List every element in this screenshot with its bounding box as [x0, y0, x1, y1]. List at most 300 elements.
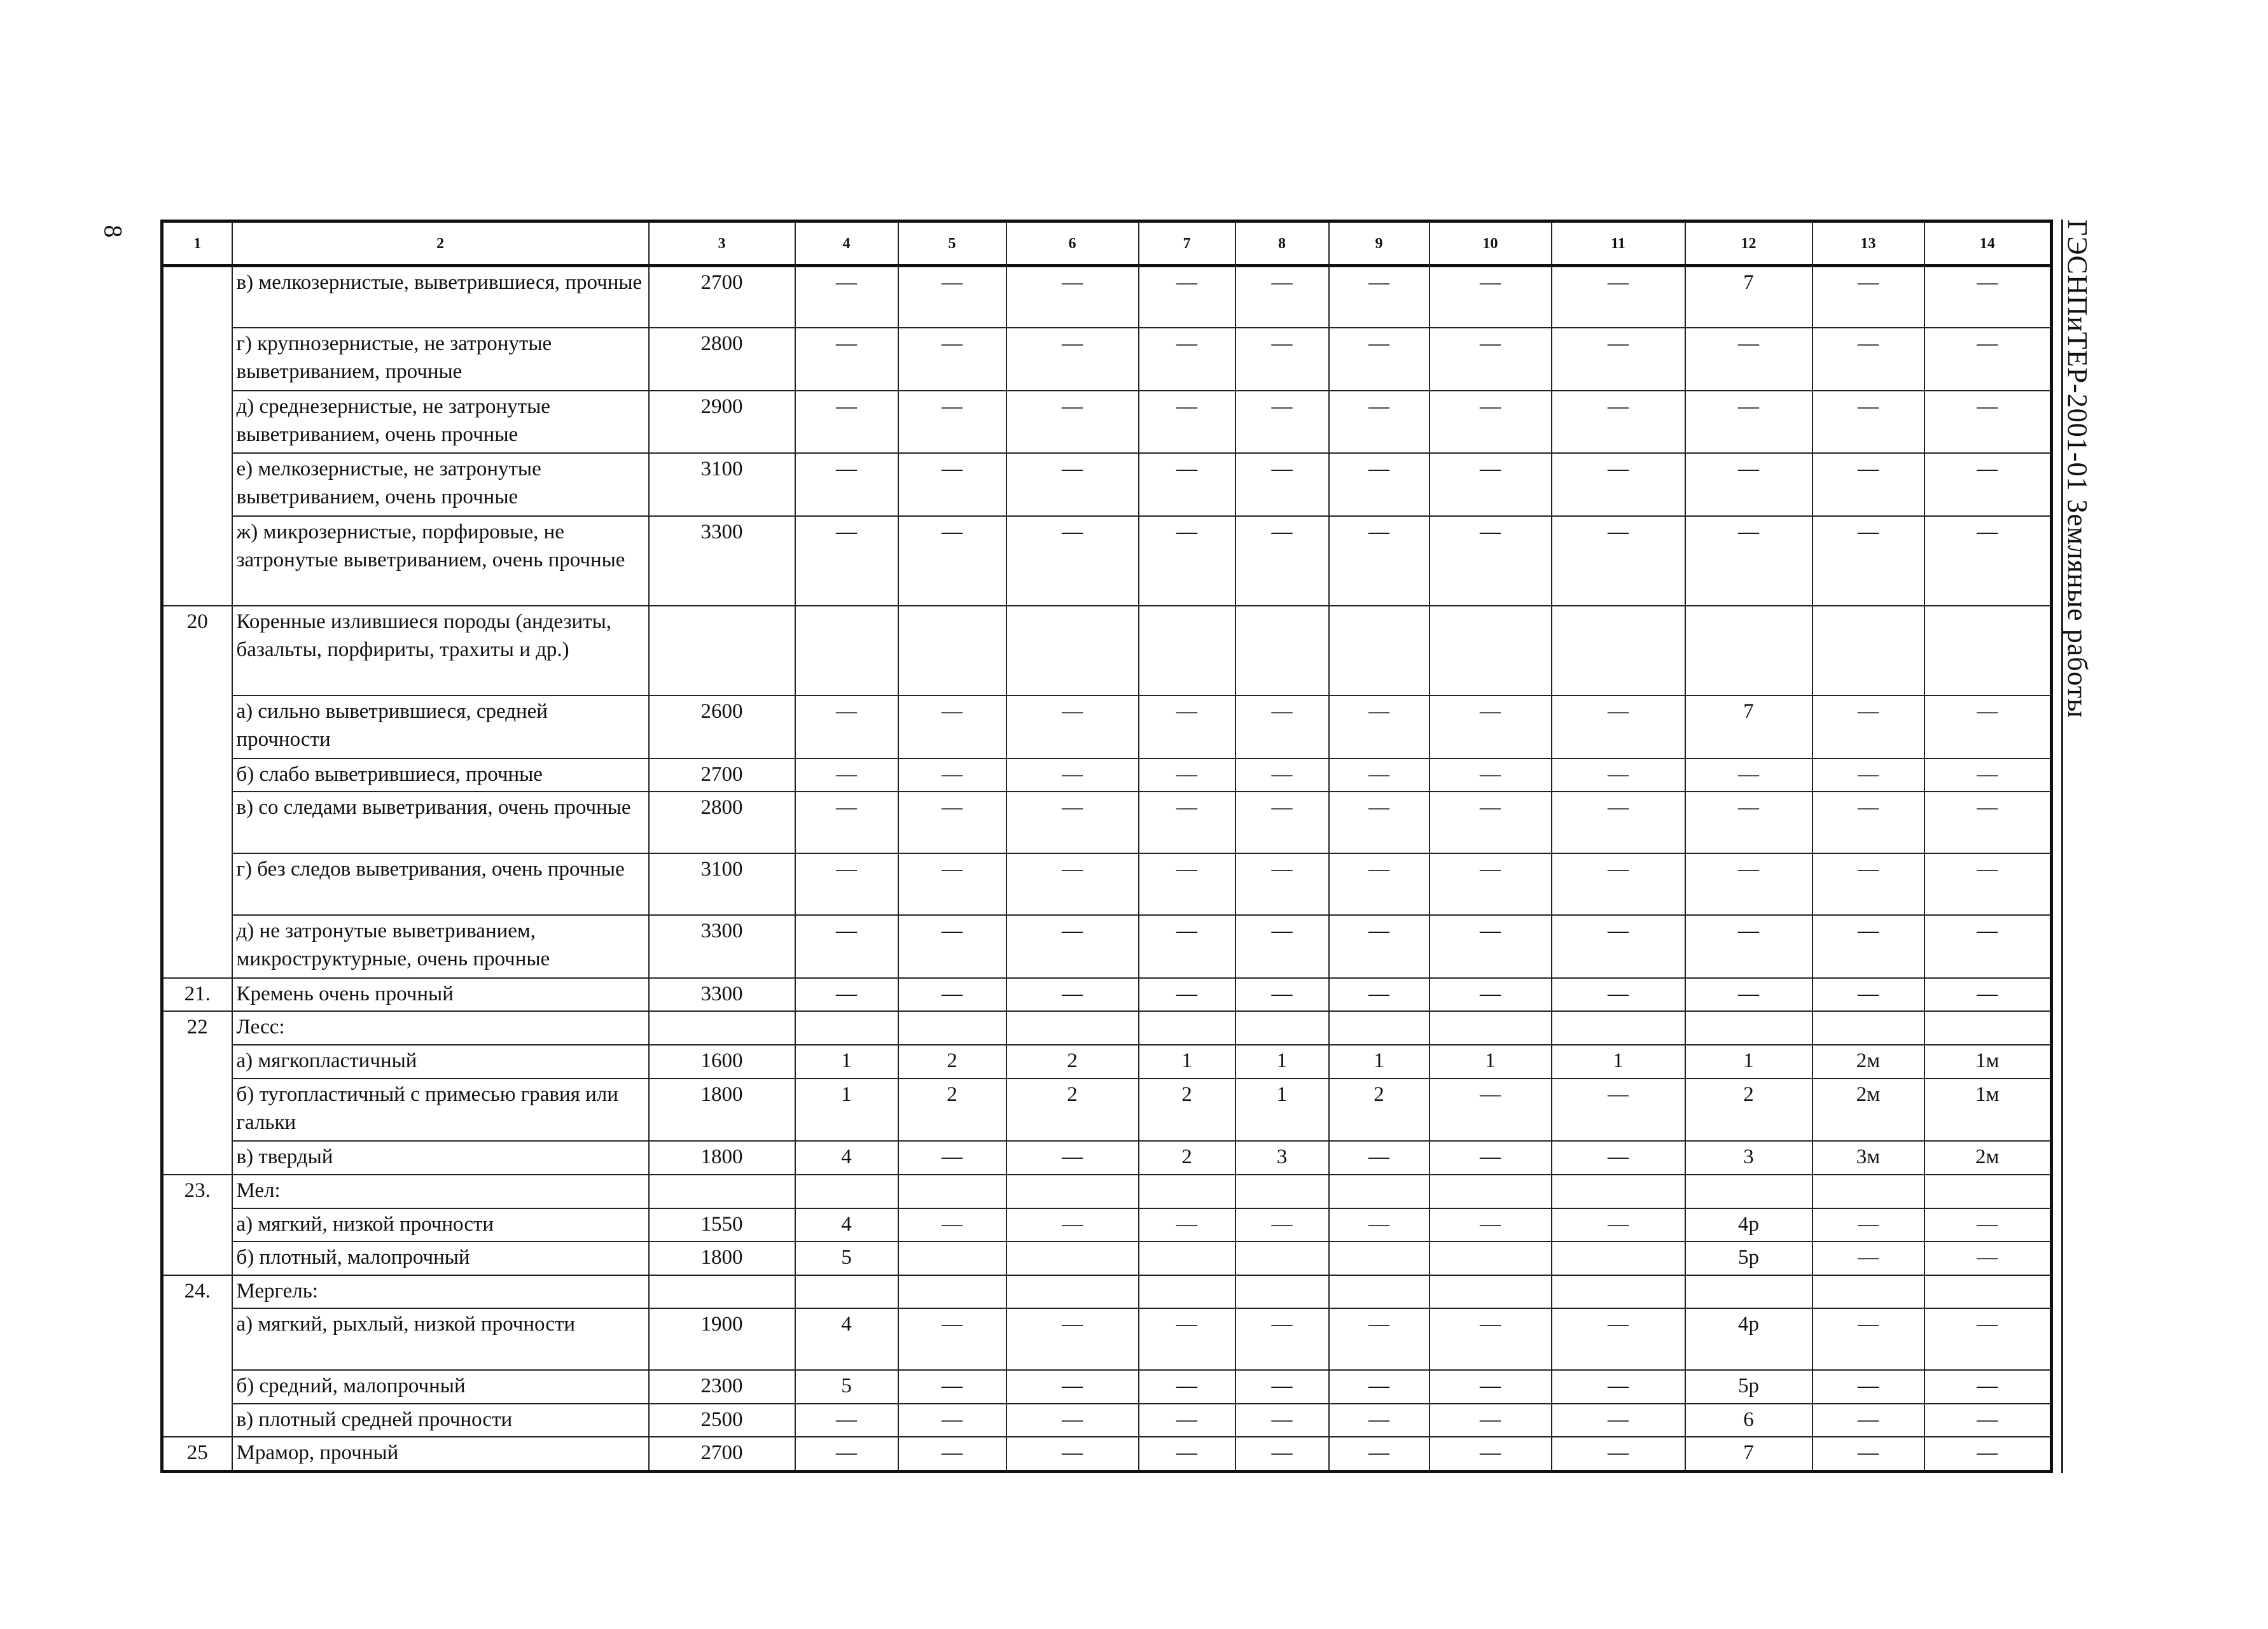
- page-number: 8: [99, 225, 128, 238]
- table-row: [162, 759, 2052, 792]
- item-number: 21.: [162, 978, 232, 1012]
- group-value: —: [1685, 853, 1812, 915]
- table-row: [162, 516, 2052, 606]
- group-value: —: [795, 516, 898, 606]
- group-value: [1235, 1275, 1329, 1309]
- group-value: —: [1329, 266, 1430, 328]
- group-value: 2м: [1812, 1079, 1924, 1142]
- group-value: —: [1139, 1208, 1235, 1242]
- group-value: —: [1685, 453, 1812, 516]
- group-value: —: [1812, 266, 1924, 328]
- group-value: —: [898, 1404, 1006, 1437]
- group-value: —: [1924, 978, 2052, 1012]
- group-value: 2: [1139, 1079, 1235, 1142]
- density-value: 2900: [649, 391, 795, 454]
- group-value: —: [1552, 853, 1685, 915]
- group-value: 4р: [1685, 1308, 1812, 1370]
- group-value: —: [1006, 328, 1139, 391]
- group-value: [1329, 1175, 1430, 1208]
- group-value: —: [1430, 915, 1552, 978]
- group-value: —: [1812, 792, 1924, 853]
- group-value: 4: [795, 1141, 898, 1175]
- group-value: [795, 1275, 898, 1309]
- table-row: [162, 915, 2052, 978]
- group-value: —: [1329, 759, 1430, 792]
- soil-description: в) мелкозернистые, выветрившиеся, прочные: [232, 266, 649, 328]
- soil-description: д) не затронутые выветриванием, микроструктурные, очень прочные: [232, 915, 649, 978]
- group-value: —: [1235, 266, 1329, 328]
- group-value: —: [1924, 696, 2052, 759]
- table-row: [162, 391, 2052, 454]
- table-row: [162, 266, 2052, 328]
- column-header: 4: [795, 221, 898, 266]
- soil-description: б) слабо выветрившиеся, прочные: [232, 759, 649, 792]
- group-value: [1552, 1175, 1685, 1208]
- group-value: —: [1329, 1437, 1430, 1471]
- group-value: —: [1430, 453, 1552, 516]
- group-value: —: [1235, 516, 1329, 606]
- group-value: —: [898, 1308, 1006, 1370]
- group-value: —: [1139, 759, 1235, 792]
- group-value: —: [1552, 1308, 1685, 1370]
- group-value: [1924, 606, 2052, 696]
- column-header: 5: [898, 221, 1006, 266]
- soil-description: б) средний, малопрочный: [232, 1370, 649, 1404]
- soil-description: в) плотный средней прочности: [232, 1404, 649, 1437]
- group-value: —: [1235, 853, 1329, 915]
- density-value: 2700: [649, 266, 795, 328]
- group-value: —: [1006, 453, 1139, 516]
- group-value: —: [1685, 759, 1812, 792]
- group-value: 1: [795, 1045, 898, 1079]
- table-row: [162, 1045, 2052, 1079]
- item-number: 20: [162, 606, 232, 978]
- group-value: —: [1006, 1370, 1139, 1404]
- table-row: [162, 978, 2052, 1012]
- group-value: [898, 1175, 1006, 1208]
- group-value: —: [898, 978, 1006, 1012]
- group-value: —: [1430, 1308, 1552, 1370]
- group-value: —: [1329, 696, 1430, 759]
- table-row: [162, 1241, 2052, 1275]
- group-value: [898, 1241, 1006, 1275]
- group-value: [1552, 1275, 1685, 1309]
- group-value: 1: [1235, 1079, 1329, 1142]
- group-value: —: [1552, 453, 1685, 516]
- group-value: 2: [1139, 1141, 1235, 1175]
- group-value: 2: [898, 1045, 1006, 1079]
- soil-description: б) тугопластичный с примесью гравия или гальки: [232, 1079, 649, 1142]
- group-value: —: [1006, 978, 1139, 1012]
- group-value: —: [1430, 1141, 1552, 1175]
- group-value: —: [1006, 915, 1139, 978]
- group-value: —: [1139, 453, 1235, 516]
- table-row: [162, 328, 2052, 391]
- group-value: 2м: [1812, 1045, 1924, 1079]
- group-value: —: [1139, 328, 1235, 391]
- group-value: —: [1430, 1404, 1552, 1437]
- group-value: —: [1552, 792, 1685, 853]
- group-value: [1812, 606, 1924, 696]
- density-value: 1550: [649, 1208, 795, 1242]
- group-value: 2: [898, 1079, 1006, 1142]
- density-value: 2600: [649, 696, 795, 759]
- group-value: —: [1924, 391, 2052, 454]
- group-value: —: [1139, 1370, 1235, 1404]
- group-value: —: [1552, 696, 1685, 759]
- group-value: —: [795, 978, 898, 1012]
- group-value: —: [1552, 1370, 1685, 1404]
- group-value: —: [1685, 978, 1812, 1012]
- group-value: —: [1552, 978, 1685, 1012]
- group-value: —: [1924, 1308, 2052, 1370]
- group-value: —: [1812, 1241, 1924, 1275]
- group-value: [795, 1011, 898, 1045]
- density-value: [649, 1175, 795, 1208]
- group-value: —: [795, 696, 898, 759]
- group-value: [1812, 1175, 1924, 1208]
- group-value: 7: [1685, 696, 1812, 759]
- group-value: —: [1139, 1437, 1235, 1471]
- group-value: [1685, 1011, 1812, 1045]
- group-value: [1552, 1011, 1685, 1045]
- group-value: —: [1329, 978, 1430, 1012]
- density-value: [649, 606, 795, 696]
- group-value: [1139, 1241, 1235, 1275]
- group-value: —: [1329, 853, 1430, 915]
- column-header: 9: [1329, 221, 1430, 266]
- group-value: —: [1552, 391, 1685, 454]
- group-value: —: [1430, 759, 1552, 792]
- group-value: —: [1924, 915, 2052, 978]
- group-value: —: [795, 853, 898, 915]
- group-value: —: [1329, 1141, 1430, 1175]
- group-value: —: [898, 453, 1006, 516]
- group-value: —: [795, 266, 898, 328]
- group-value: —: [1812, 453, 1924, 516]
- group-value: —: [1235, 1437, 1329, 1471]
- table-row: [162, 792, 2052, 853]
- density-value: 2800: [649, 328, 795, 391]
- group-value: —: [1235, 759, 1329, 792]
- density-value: 3300: [649, 915, 795, 978]
- group-value: —: [1139, 853, 1235, 915]
- group-value: —: [1006, 516, 1139, 606]
- group-value: —: [898, 516, 1006, 606]
- group-value: —: [1685, 792, 1812, 853]
- table-row: [162, 1308, 2052, 1370]
- soil-description: д) среднезернистые, не затронутые выветриванием, очень прочные: [232, 391, 649, 454]
- table-header-row: [162, 221, 2052, 266]
- group-value: —: [795, 391, 898, 454]
- soil-description: Кремень очень прочный: [232, 978, 649, 1012]
- group-value: 4: [795, 1308, 898, 1370]
- group-value: —: [1139, 1404, 1235, 1437]
- group-value: 4: [795, 1208, 898, 1242]
- group-value: [1139, 1011, 1235, 1045]
- group-value: —: [1430, 1437, 1552, 1471]
- group-value: —: [1552, 266, 1685, 328]
- group-value: [1329, 1241, 1430, 1275]
- group-value: —: [1812, 391, 1924, 454]
- group-value: [1006, 1275, 1139, 1309]
- group-value: [1685, 1275, 1812, 1309]
- group-value: 5р: [1685, 1241, 1812, 1275]
- soil-description: Мергель:: [232, 1275, 649, 1309]
- group-value: [795, 1175, 898, 1208]
- group-value: —: [1812, 1404, 1924, 1437]
- group-value: [795, 606, 898, 696]
- group-value: [1006, 1241, 1139, 1275]
- group-value: [1235, 1011, 1329, 1045]
- group-value: —: [795, 328, 898, 391]
- group-value: —: [1552, 759, 1685, 792]
- group-value: —: [1685, 915, 1812, 978]
- group-value: —: [1329, 1404, 1430, 1437]
- group-value: —: [1924, 759, 2052, 792]
- table-row: [162, 1404, 2052, 1437]
- group-value: —: [1006, 696, 1139, 759]
- group-value: —: [1139, 1308, 1235, 1370]
- group-value: —: [795, 1437, 898, 1471]
- group-value: —: [1329, 453, 1430, 516]
- group-value: —: [795, 915, 898, 978]
- group-value: [1924, 1275, 2052, 1309]
- group-value: 2: [1006, 1045, 1139, 1079]
- group-value: 1: [1139, 1045, 1235, 1079]
- group-value: —: [1552, 915, 1685, 978]
- group-value: [1430, 1175, 1552, 1208]
- group-value: [1430, 1275, 1552, 1309]
- group-value: —: [1006, 391, 1139, 454]
- group-value: —: [1552, 1079, 1685, 1142]
- group-value: —: [898, 391, 1006, 454]
- group-value: [1006, 1011, 1139, 1045]
- soil-description: Мел:: [232, 1175, 649, 1208]
- group-value: —: [1924, 328, 2052, 391]
- density-value: 3100: [649, 453, 795, 516]
- group-value: —: [1329, 1208, 1430, 1242]
- group-value: —: [1924, 1404, 2052, 1437]
- group-value: [1685, 606, 1812, 696]
- group-value: [1329, 1011, 1430, 1045]
- group-value: 7: [1685, 1437, 1812, 1471]
- density-value: 1800: [649, 1241, 795, 1275]
- group-value: —: [898, 759, 1006, 792]
- column-header: 8: [1235, 221, 1329, 266]
- item-number: 23.: [162, 1175, 232, 1275]
- group-value: —: [1924, 516, 2052, 606]
- soil-description: Мрамор, прочный: [232, 1437, 649, 1471]
- table-row: [162, 1208, 2052, 1242]
- table-row: [162, 453, 2052, 516]
- group-value: —: [1139, 516, 1235, 606]
- soil-description: а) сильно выветрившиеся, средней прочности: [232, 696, 649, 759]
- group-value: —: [1552, 1208, 1685, 1242]
- group-value: [1812, 1275, 1924, 1309]
- group-value: [1430, 1011, 1552, 1045]
- group-value: —: [1235, 1208, 1329, 1242]
- group-value: —: [1329, 792, 1430, 853]
- group-value: —: [898, 696, 1006, 759]
- group-value: [1139, 1175, 1235, 1208]
- group-value: —: [898, 1141, 1006, 1175]
- soil-description: а) мягкий, низкой прочности: [232, 1208, 649, 1242]
- group-value: —: [1552, 328, 1685, 391]
- density-value: 2500: [649, 1404, 795, 1437]
- column-header: 10: [1430, 221, 1552, 266]
- group-value: 2: [1006, 1079, 1139, 1142]
- density-value: 1600: [649, 1045, 795, 1079]
- group-value: —: [1329, 516, 1430, 606]
- group-value: [1235, 1241, 1329, 1275]
- column-header: 2: [232, 221, 649, 266]
- group-value: —: [1139, 792, 1235, 853]
- group-value: —: [1329, 1370, 1430, 1404]
- group-value: —: [1812, 759, 1924, 792]
- group-value: [1235, 1175, 1329, 1208]
- table-row: [162, 1437, 2052, 1471]
- column-header: 6: [1006, 221, 1139, 266]
- group-value: [1006, 606, 1139, 696]
- group-value: [1924, 1175, 2052, 1208]
- group-value: —: [1430, 328, 1552, 391]
- table-row: [162, 1079, 2052, 1142]
- group-value: 3: [1685, 1141, 1812, 1175]
- density-value: 1800: [649, 1079, 795, 1142]
- group-value: —: [1006, 1141, 1139, 1175]
- density-value: 3300: [649, 516, 795, 606]
- group-value: [1139, 606, 1235, 696]
- group-value: —: [1812, 328, 1924, 391]
- group-value: 2: [1329, 1079, 1430, 1142]
- density-value: 2700: [649, 759, 795, 792]
- group-value: —: [1006, 1208, 1139, 1242]
- group-value: —: [1139, 978, 1235, 1012]
- group-value: —: [1006, 1404, 1139, 1437]
- group-value: —: [1924, 792, 2052, 853]
- group-value: —: [1812, 1437, 1924, 1471]
- group-value: —: [1430, 853, 1552, 915]
- group-value: 3: [1235, 1141, 1329, 1175]
- group-value: —: [1430, 391, 1552, 454]
- group-value: 1: [1685, 1045, 1812, 1079]
- item-number: 22: [162, 1011, 232, 1175]
- group-value: —: [1139, 266, 1235, 328]
- group-value: —: [795, 759, 898, 792]
- group-value: —: [1235, 453, 1329, 516]
- group-value: —: [1430, 516, 1552, 606]
- group-value: —: [1924, 1370, 2052, 1404]
- group-value: —: [1235, 391, 1329, 454]
- density-value: [649, 1011, 795, 1045]
- group-value: —: [1329, 391, 1430, 454]
- group-value: —: [1006, 1437, 1139, 1471]
- group-value: —: [898, 266, 1006, 328]
- group-value: —: [1139, 915, 1235, 978]
- group-value: 3м: [1812, 1141, 1924, 1175]
- norms-table-container: [160, 220, 2050, 1473]
- group-value: —: [1430, 792, 1552, 853]
- density-value: 1900: [649, 1308, 795, 1370]
- group-value: —: [1430, 266, 1552, 328]
- soil-description: г) крупнозернистые, не затронутые выветриванием, прочные: [232, 328, 649, 391]
- table-row: [162, 1141, 2052, 1175]
- column-header: 11: [1552, 221, 1685, 266]
- group-value: —: [898, 1208, 1006, 1242]
- density-value: 1800: [649, 1141, 795, 1175]
- density-value: 2800: [649, 792, 795, 853]
- group-value: —: [1329, 1308, 1430, 1370]
- soil-description: Коренные излившиеся породы (андезиты, базальты, порфириты, трахиты и др.): [232, 606, 649, 696]
- group-value: —: [1812, 516, 1924, 606]
- group-value: —: [1430, 1370, 1552, 1404]
- group-value: —: [1552, 1404, 1685, 1437]
- group-value: —: [1235, 696, 1329, 759]
- group-value: —: [1430, 1208, 1552, 1242]
- group-value: —: [1812, 978, 1924, 1012]
- group-value: —: [1430, 1079, 1552, 1142]
- group-value: —: [1430, 978, 1552, 1012]
- group-value: —: [1552, 1437, 1685, 1471]
- group-value: [898, 1275, 1006, 1309]
- group-value: 6: [1685, 1404, 1812, 1437]
- soil-description: в) со следами выветривания, очень прочные: [232, 792, 649, 853]
- group-value: —: [795, 792, 898, 853]
- group-value: 1: [1552, 1045, 1685, 1079]
- group-value: 4р: [1685, 1208, 1812, 1242]
- group-value: —: [1812, 1308, 1924, 1370]
- group-value: [1812, 1011, 1924, 1045]
- group-value: [1006, 1175, 1139, 1208]
- group-value: [1430, 1241, 1552, 1275]
- group-value: —: [1812, 696, 1924, 759]
- soil-description: е) мелкозернистые, не затронутые выветриванием, очень прочные: [232, 453, 649, 516]
- group-value: —: [1812, 1370, 1924, 1404]
- group-value: [1139, 1275, 1235, 1309]
- group-value: [1329, 1275, 1430, 1309]
- density-value: 3100: [649, 853, 795, 915]
- group-value: —: [1235, 1308, 1329, 1370]
- group-value: [1329, 606, 1430, 696]
- column-header: 7: [1139, 221, 1235, 266]
- density-value: [649, 1275, 795, 1309]
- group-value: —: [1924, 453, 2052, 516]
- group-value: —: [1924, 1437, 2052, 1471]
- group-value: —: [898, 328, 1006, 391]
- group-value: —: [1685, 328, 1812, 391]
- group-value: 5р: [1685, 1370, 1812, 1404]
- density-value: 3300: [649, 978, 795, 1012]
- soil-description: а) мягкопластичный: [232, 1045, 649, 1079]
- group-value: [1552, 1241, 1685, 1275]
- group-value: 5: [795, 1370, 898, 1404]
- group-value: —: [898, 853, 1006, 915]
- item-number: 24.: [162, 1275, 232, 1437]
- table-row: [162, 606, 2052, 696]
- column-header: 14: [1924, 221, 2052, 266]
- group-value: —: [1430, 696, 1552, 759]
- group-value: [898, 606, 1006, 696]
- group-value: —: [1006, 1308, 1139, 1370]
- group-value: —: [1235, 1370, 1329, 1404]
- group-value: —: [1329, 328, 1430, 391]
- group-value: —: [1235, 792, 1329, 853]
- table-row: [162, 1011, 2052, 1045]
- group-value: —: [1924, 1241, 2052, 1275]
- group-value: —: [1685, 516, 1812, 606]
- group-value: [1235, 606, 1329, 696]
